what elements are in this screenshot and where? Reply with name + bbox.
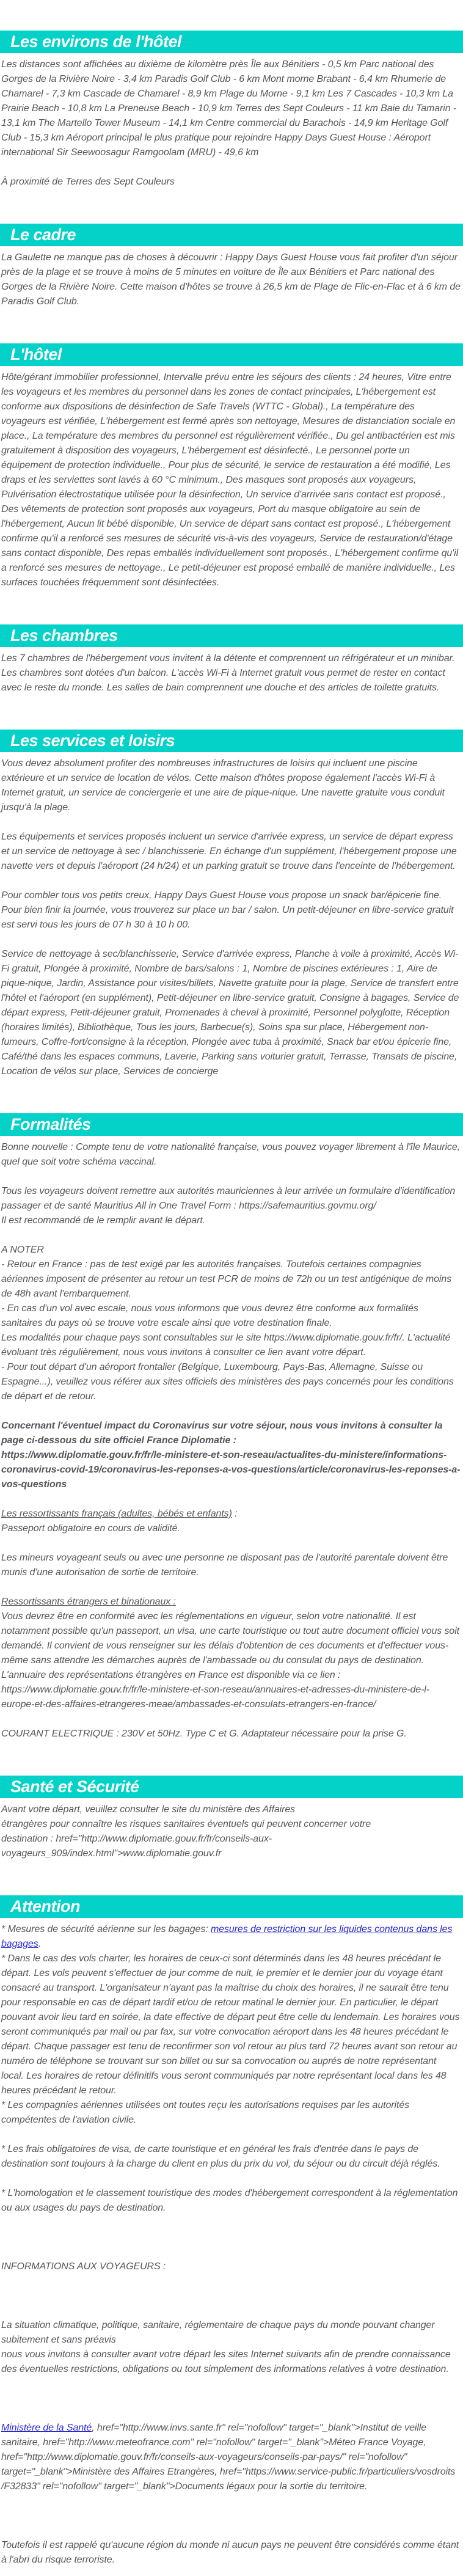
- paragraph: COURANT ELECTRIQUE : 230V et 50Hz. Type C et G. Adaptateur nécessaire pour la prise G.: [1, 1729, 407, 1739]
- section-formalites: [0, 1113, 463, 1741]
- section-environs: [0, 31, 463, 189]
- section-header-chambres: Les chambres: [0, 624, 463, 647]
- foreign-nationals-heading: Ressortissants étrangers et binationaux :: [1, 1597, 176, 1607]
- paragraph: Bonne nouvelle : Compte tenu de votre nationalité française, vous pouvez voyager librement à l'île Maurice, quel que soit votre schéma vaccinal.: [1, 1142, 461, 1167]
- section-sante-securite: [0, 1776, 463, 1861]
- paragraph: * Mesures de sécurité aérienne sur les bagages: mesures de restriction sur les liquides contenus dans les bagages.: [1, 1924, 453, 1949]
- paragraph: Pour combler tous vos petits creux, Happy Days Guest House vous propose un snack bar/épicerie fine. Pour bien finir la journée, vous trouverez sur place un bar / salon. Un petit-déjeuner en libre-service gratuit est servi tous les jours de 07 h 30 à 10 h 00.: [1, 890, 454, 930]
- french-nationals-heading: Les ressortissants français (adultes, bébés et enfants): [1, 1509, 232, 1519]
- section-cadre: [0, 224, 463, 309]
- section-header-hotel: L'hôtel: [0, 343, 463, 366]
- paragraph: Les équipements et services proposés incluent un service d'arrivée express, un service de départ express et un service de nettoyage à sec / blanchisserie. En échange d'un supplément, l'hébergement propose une navette vers et depuis l'aéroport (24 h/24) et un parking gratuit se trouve dans l'enceinte de l'hébergement.: [1, 832, 457, 871]
- section-attention: [0, 1895, 463, 2567]
- paragraph: * L'homologation et le classement touristique des modes d'hébergement correspondent à la réglementation ou aux usages du pays de destination.: [1, 2188, 458, 2213]
- paragraph: Vous devez absolument profiter des nombreuses infrastructures de loisirs qui incluent une piscine extérieure et un service de location de vélos. Cette maison d'hôtes propose également l'accès Wi-Fi à Internet gratuit, un service de conciergerie et une aire de pique-nique. Une navette gratuite vous conduit jusqu'à la plage.: [1, 758, 445, 813]
- paragraph: Tous les voyageurs doivent remettre aux autorités mauriciennes à leur arrivée un formulaire d'identification passager et de santé Mauritius All in One Travel Form : https://safemauritius.govmu.org/ Il est recommandé de le remplir avant le départ.: [1, 1186, 456, 1226]
- paragraph: * Dans le cas des vols charter, les horaires de ceux-ci sont déterminés dans les 48 heures précédant le départ. Les vols peuvent s'effectuer de jour comme de nuit, le premier et le dernier jour du voyage étant consacré au transport. L'organisateur n'ayant pas la maîtrise du choix des horaires, il ne saurait être tenu pour responsable en cas de départ tardif et/ou de retour matinal le dernier jour. En particulier, le départ pouvant avoir lieu tard en soirée, la date effective de départ peut être celle du lendemain. Les horaires vous seront communiqués par mail ou par fax, sur votre convocation aéroport dans les 48 heures précédant le départ. Chaque passager est tenu de reconfirmer son vol retour au plus tard 72 heures avant son retour au numéro de téléphone se trouvant sur son billet ou sur sa convocation ou auprés de notre représentant local. Les horaires de retour définitifs vous seront communiqués par notre représentant local dans les 48 heures précédant le retour. * Les compagnies aériennes utilisées ont toutes reçu les autorisations requises par les autorités compétentes de l'aviation civile.: [1, 1953, 460, 2125]
- paragraph: Avant votre départ, veuillez consulter le site du ministère des Affaires étrangères pour connaître les risques sanitaires éventuels qui peuvent concerner votre destination : href="http://www.diplomatie.gouv.fr/fr/conseils-aux-voyageurs_909/index.html">www.diplomatie.gouv.fr: [1, 1804, 371, 1859]
- section-header-attention: Attention: [0, 1895, 463, 1918]
- paragraph: Ministère de la Santé, href="http://www.invs.sante.fr" rel="nofollow" target="_blank">Institut de veille sanitaire, href="http://www.meteofrance.com" rel="nofollow" target="_blank">Méteo France Voyage, href="http://www.diplomatie.gouv.fr/fr/conseils-aux-voyageurs/conseils-par-pays/" rel="nofollow" target="_blank">Ministère des Affaires Etrangères, href="https://www.service-public.fr/particuliers/vosdroits /F32833" rel="nofollow" target="_blank">Documents légaux pour la sortie du territoire.: [1, 2423, 456, 2492]
- section-hotel: [0, 343, 463, 590]
- paragraph: La Gaulette ne manque pas de choses à découvrir : Happy Days Guest House vous fait profiter d'un séjour près de la plage et se trouve à moins de 5 minutes en voiture de Île aux Bénitiers et Parc national des Gorges de la Rivière Noire. Cette maison d'hôtes se trouve à 26,5 km de Plage de Flic-en-Flac et à 6 km de Paradis Golf Club.: [1, 252, 461, 307]
- section-header-cadre: Le cadre: [0, 224, 463, 246]
- section-header-sante-securite: Santé et Sécurité: [0, 1776, 463, 1798]
- paragraph: INFORMATIONS AUX VOYAGEURS :: [1, 2261, 166, 2272]
- paragraph: Service de nettoyage à sec/blanchisserie, Service d'arrivée express, Planche à voile à proximité, Accès Wi-Fi gratuit, Plongée à proximité, Nombre de bars/salons : 1, Nombre de piscines extérieures : 1, Aire de pique-nique, Jardin, Assistance pour visites/billets, Navette gratuite pour la plage, Service de transfert entre l'hôtel et l'aéroport (en supplément), Petit-déjeuner en libre-service gratuit, Consigne à bagages, Service de départ express, Petit-déjeuner gratuit, Promenades à cheval à proximité, Personnel polyglotte, Réception (horaires limités), Bibliothèque, Tous les jours, Barbecue(s), Soins spa sur place, Hébergement non-fumeurs, Coffre-fort/consigne à la réception, Plongée avec tuba à proximité, Snack bar et/ou épicerie fine, Café/thé dans les espaces communs, Laverie, Parking sans voiturier gratuit, Terrasse, Transats de piscine, Location de vélos sur place, Services de concierge: [1, 949, 459, 1077]
- section-services: [0, 730, 463, 1079]
- paragraph: Les ressortissants français (adultes, bébés et enfants) : Passeport obligatoire en cours de validité.: [1, 1509, 238, 1534]
- paragraph: Les mineurs voyageant seuls ou avec une personne ne disposant pas de l'autorité parentale doivent être munis d'une autorisation de sortie de territoire.: [1, 1553, 448, 1578]
- paragraph: A NOTER - Retour en France : pas de test exigé par les autorités françaises. Toutefois certaines compagnies aériennes imposent de présenter au retour un test PCR de moins de 72h ou un test antigénique de moins de 48h avant l'embarquement. - En cas d'un vol avec escale, nous vous informons que vous devrez être conforme aux formalités sanitaires du pays où se trouve votre escale ainsi que votre destination finale. Les modalités pour chaque pays sont consultables sur le site https://www.diplomatie.gouv.fr/fr/. L'actualité évoluant très régulièrement, nous vous invitons à consulter ce lien avant votre départ. - Pour tout départ d'un aéroport frontalier (Belgique, Luxembourg, Pays-Bas, Allemagne, Suisse ou Espagne...), veuillez vous référer aux sites officiels des ministères des pays concernés pour les conditions de départ et de retour.: [1, 1245, 454, 1402]
- paragraph: Les distances sont affichées au dixième de kilomètre près Île aux Bénitiers - 0,5 km Parc national des Gorges de la Rivière Noire - 3,4 km Paradis Golf Club - 6 km Mont morne Brabant - 6,4 km Rhumerie de Chamarel - 7,3 km Cascade de Chamarel - 8,9 km Plage du Morne - 9,1 km Les 7 Cascades - 10,3 km La Prairie Beach - 10,8 km La Preneuse Beach - 10,9 km Terres des Sept Couleurs - 11 km Baie du Tamarin - 13,1 km The Martello Tower Museum - 14,1 km Centre commercial du Barachois - 14,9 km Heritage Golf Club - 15,3 km Aéroport principal le plus pratique pour rejoindre Happy Days Guest House : Aéroport international Sir Seewoosagur Ramgoolam (MRU) - 49,6 km: [1, 59, 457, 158]
- hotel-info-page: [0, 31, 463, 2567]
- paragraph: Les 7 chambres de l'hébergement vous invitent à la détente et comprennent un réfrigérateur et un minibar. Les chambres sont dotées d'un balcon. L'accès Wi-Fi à Internet gratuit vous permet de rester en contact avec le reste du monde. Les salles de bain comprennent une douche et des articles de toilette gratuits.: [1, 653, 455, 693]
- section-header-formalites: Formalités: [0, 1113, 463, 1136]
- paragraph: Toutefois il est rappelé qu'aucune région du monde ni aucun pays ne peuvent être considérés comme étant à l'abri du risque terroriste.: [1, 2540, 459, 2565]
- section-header-environs: Les environs de l'hôtel: [0, 31, 463, 53]
- section-chambres: [0, 624, 463, 695]
- paragraph: À proximité de Terres des Sept Couleurs: [1, 177, 175, 187]
- paragraph: Hôte/gérant immobilier professionnel, Intervalle prévu entre les séjours des clients : 24 heures, Vitre entre les voyageurs et les membres du personnel dans les zones de contact principales, L'hébergement est conforme aux dispositions de désinfection de Safe Travels (WTTC - Global)., La température des voyageurs est vérifiée, L'hébergement est fermé après son nettoyage, Mesures de distanciation sociale en place., La température des membres du personnel est régulièrement vérifiée., Du gel antibactérien est mis gratuitement à disposition des voyageurs, L'hébergement est désinfecté., Le personnel porte un équipement de protection individuelle., Pour plus de sécurité, le service de restauration a été modifié, Les draps et les serviettes sont lavés à 60 °C minimum., Des masques sont proposés aux voyageurs, Pulvérisation électrostatique utilisée pour la désinfection, Un service d'arrivée sans contact est proposé., Des vêtements de protection sont proposés aux voyageurs, Port du masque obligatoire au sein de l'hébergement, Aucun lit bébé disponible, Un service de départ sans contact est proposé., L'hébergement confirme qu'il a renforcé ses mesures de sécurité vis-à-vis des voyageurs, Service de restauration/d'étage sans contact disponible, Des repas emballés individuellement sont proposés., L'hébergement confirme qu'il a renforcé ses mesures de nettoyage., Le petit-déjeuner est proposé emballé de manière individuelle., Les surfaces touchées fréquemment sont désinfectées.: [1, 372, 459, 588]
- ministere-de-la-sante-link[interactable]: Ministère de la Santé: [1, 2423, 92, 2433]
- paragraph: * Les frais obligatoires de visa, de carte touristique et en général les frais d'entrée dans le pays de destination sont toujours à la charge du client en plus du prix du vol, du séjour ou du circuit déjà réglés.: [1, 2144, 440, 2169]
- section-header-services: Les services et loisirs: [0, 730, 463, 752]
- paragraph: Concernant l'éventuel impact du Coronavirus sur votre séjour, nous vous invitons à consulter la page ci-dessous du site officiel France Diplomatie : https://www.diplomatie.gouv.fr/fr/le-ministere-et-son-reseau/actualites-du-ministere/informations-coronavirus-covid-19/coronavirus-les-reponses-a-vos-questions/article/coronavirus-les-reponses-a-vos-questions: [1, 1421, 461, 1490]
- paragraph: La situation climatique, politique, sanitaire, réglementaire de chaque pays du monde pouvant changer subitement et sans préavis nous vous invitons à consulter avant votre départ les sites Internet suivants afin de prendre connaissance des éventuelles restrictions, obligations ou tout simplement des informations relatives à votre destination.: [1, 2320, 451, 2374]
- paragraph: Ressortissants étrangers et binationaux : Vous devrez être en conformité avec les réglementations en vigueur, selon votre nationalité. Il est notamment possible qu'un passeport, un visa, une carte touristique ou tout autre document officiel vous soit demandé. Il convient de vous renseigner sur les délais d'obtention de ces documents et d'effectuer vous-même sans attendre les démarches auprès de l'ambassade ou du consulat du pays de destination. L'annuaire des représentations étrangères en France est disponible via ce lien : https://www.diplomatie.gouv.fr/fr/le-ministere-et-son-reseau/annuaires-et-adresses-du-ministere-de-l-europe-et-des-affaires-etrangeres-meae/ambassades-et-consulats-etrangers-en-france/: [1, 1597, 460, 1710]
- baggage-liquids-restriction-link[interactable]: mesures de restriction sur les liquides contenus dans les bagages: [1, 1924, 453, 1949]
